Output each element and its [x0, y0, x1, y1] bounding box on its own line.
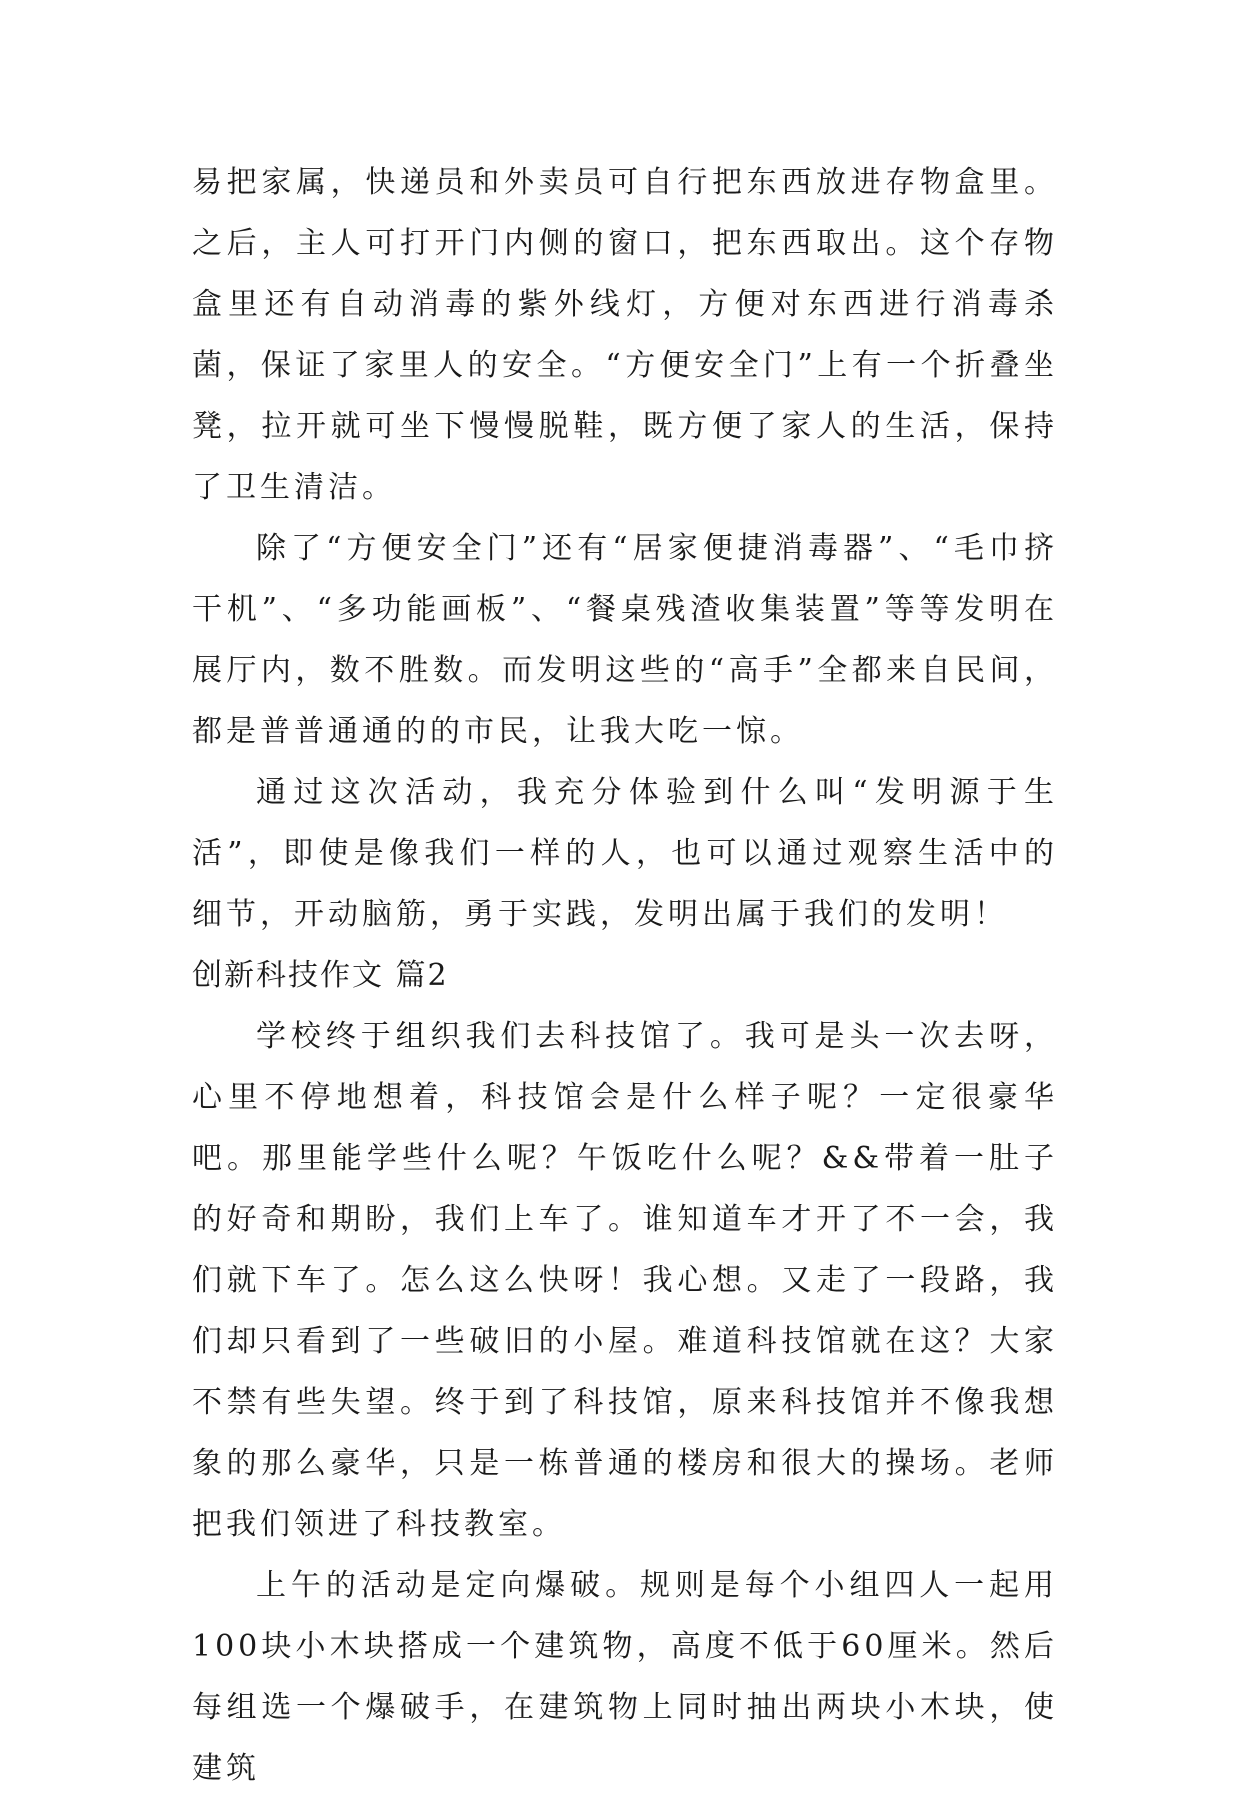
paragraph-1: 易把家属，快递员和外卖员可自行把东西放进存物盒里。之后，主人可打开门内侧的窗口，把东西取出。这个存物盒里还有自动消毒的紫外线灯，方便对东西进行消毒杀菌，保证了家里人的安全。“方便安全门”上有一个折叠坐凳，拉开就可坐下慢慢脱鞋，既方便了家人的生活，保持了卫生清洁。 — [192, 165, 1058, 505]
section-heading: 创新科技作文 篇2 — [192, 958, 449, 993]
paragraph-3: 通过这次活动，我充分体验到什么叫“发明源于生活”，即使是像我们一样的人，也可以通过观察生活中的细节，开动脑筋，勇于实践，发明出属于我们的发明！ — [192, 775, 1058, 932]
document-body — [192, 152, 1058, 1799]
paragraph-5: 上午的活动是定向爆破。规则是每个小组四人一起用100块小木块搭成一个建筑物，高度不低于60厘米。然后每组选一个爆破手，在建筑物上同时抽出两块小木块，使建筑 — [192, 1568, 1058, 1786]
paragraph-2: 除了“方便安全门”还有“居家便捷消毒器”、“毛巾挤干机”、“多功能画板”、“餐桌残渣收集装置”等等发明在展厅内，数不胜数。而发明这些的“高手”全都来自民间，都是普普通通的的市民，让我大吃一惊。 — [192, 531, 1058, 749]
paragraph-4: 学校终于组织我们去科技馆了。我可是头一次去呀，心里不停地想着，科技馆会是什么样子呢？一定很豪华吧。那里能学些什么呢？午饭吃什么呢？&&带着一肚子的好奇和期盼，我们上车了。谁知道车才开了不一会，我们就下车了。怎么这么快呀！我心想。又走了一段路，我们却只看到了一些破旧的小屋。难道科技馆就在这？大家不禁有些失望。终于到了科技馆，原来科技馆并不像我想象的那么豪华，只是一栋普通的楼房和很大的操场。老师把我们领进了科技教室。 — [192, 1019, 1058, 1542]
